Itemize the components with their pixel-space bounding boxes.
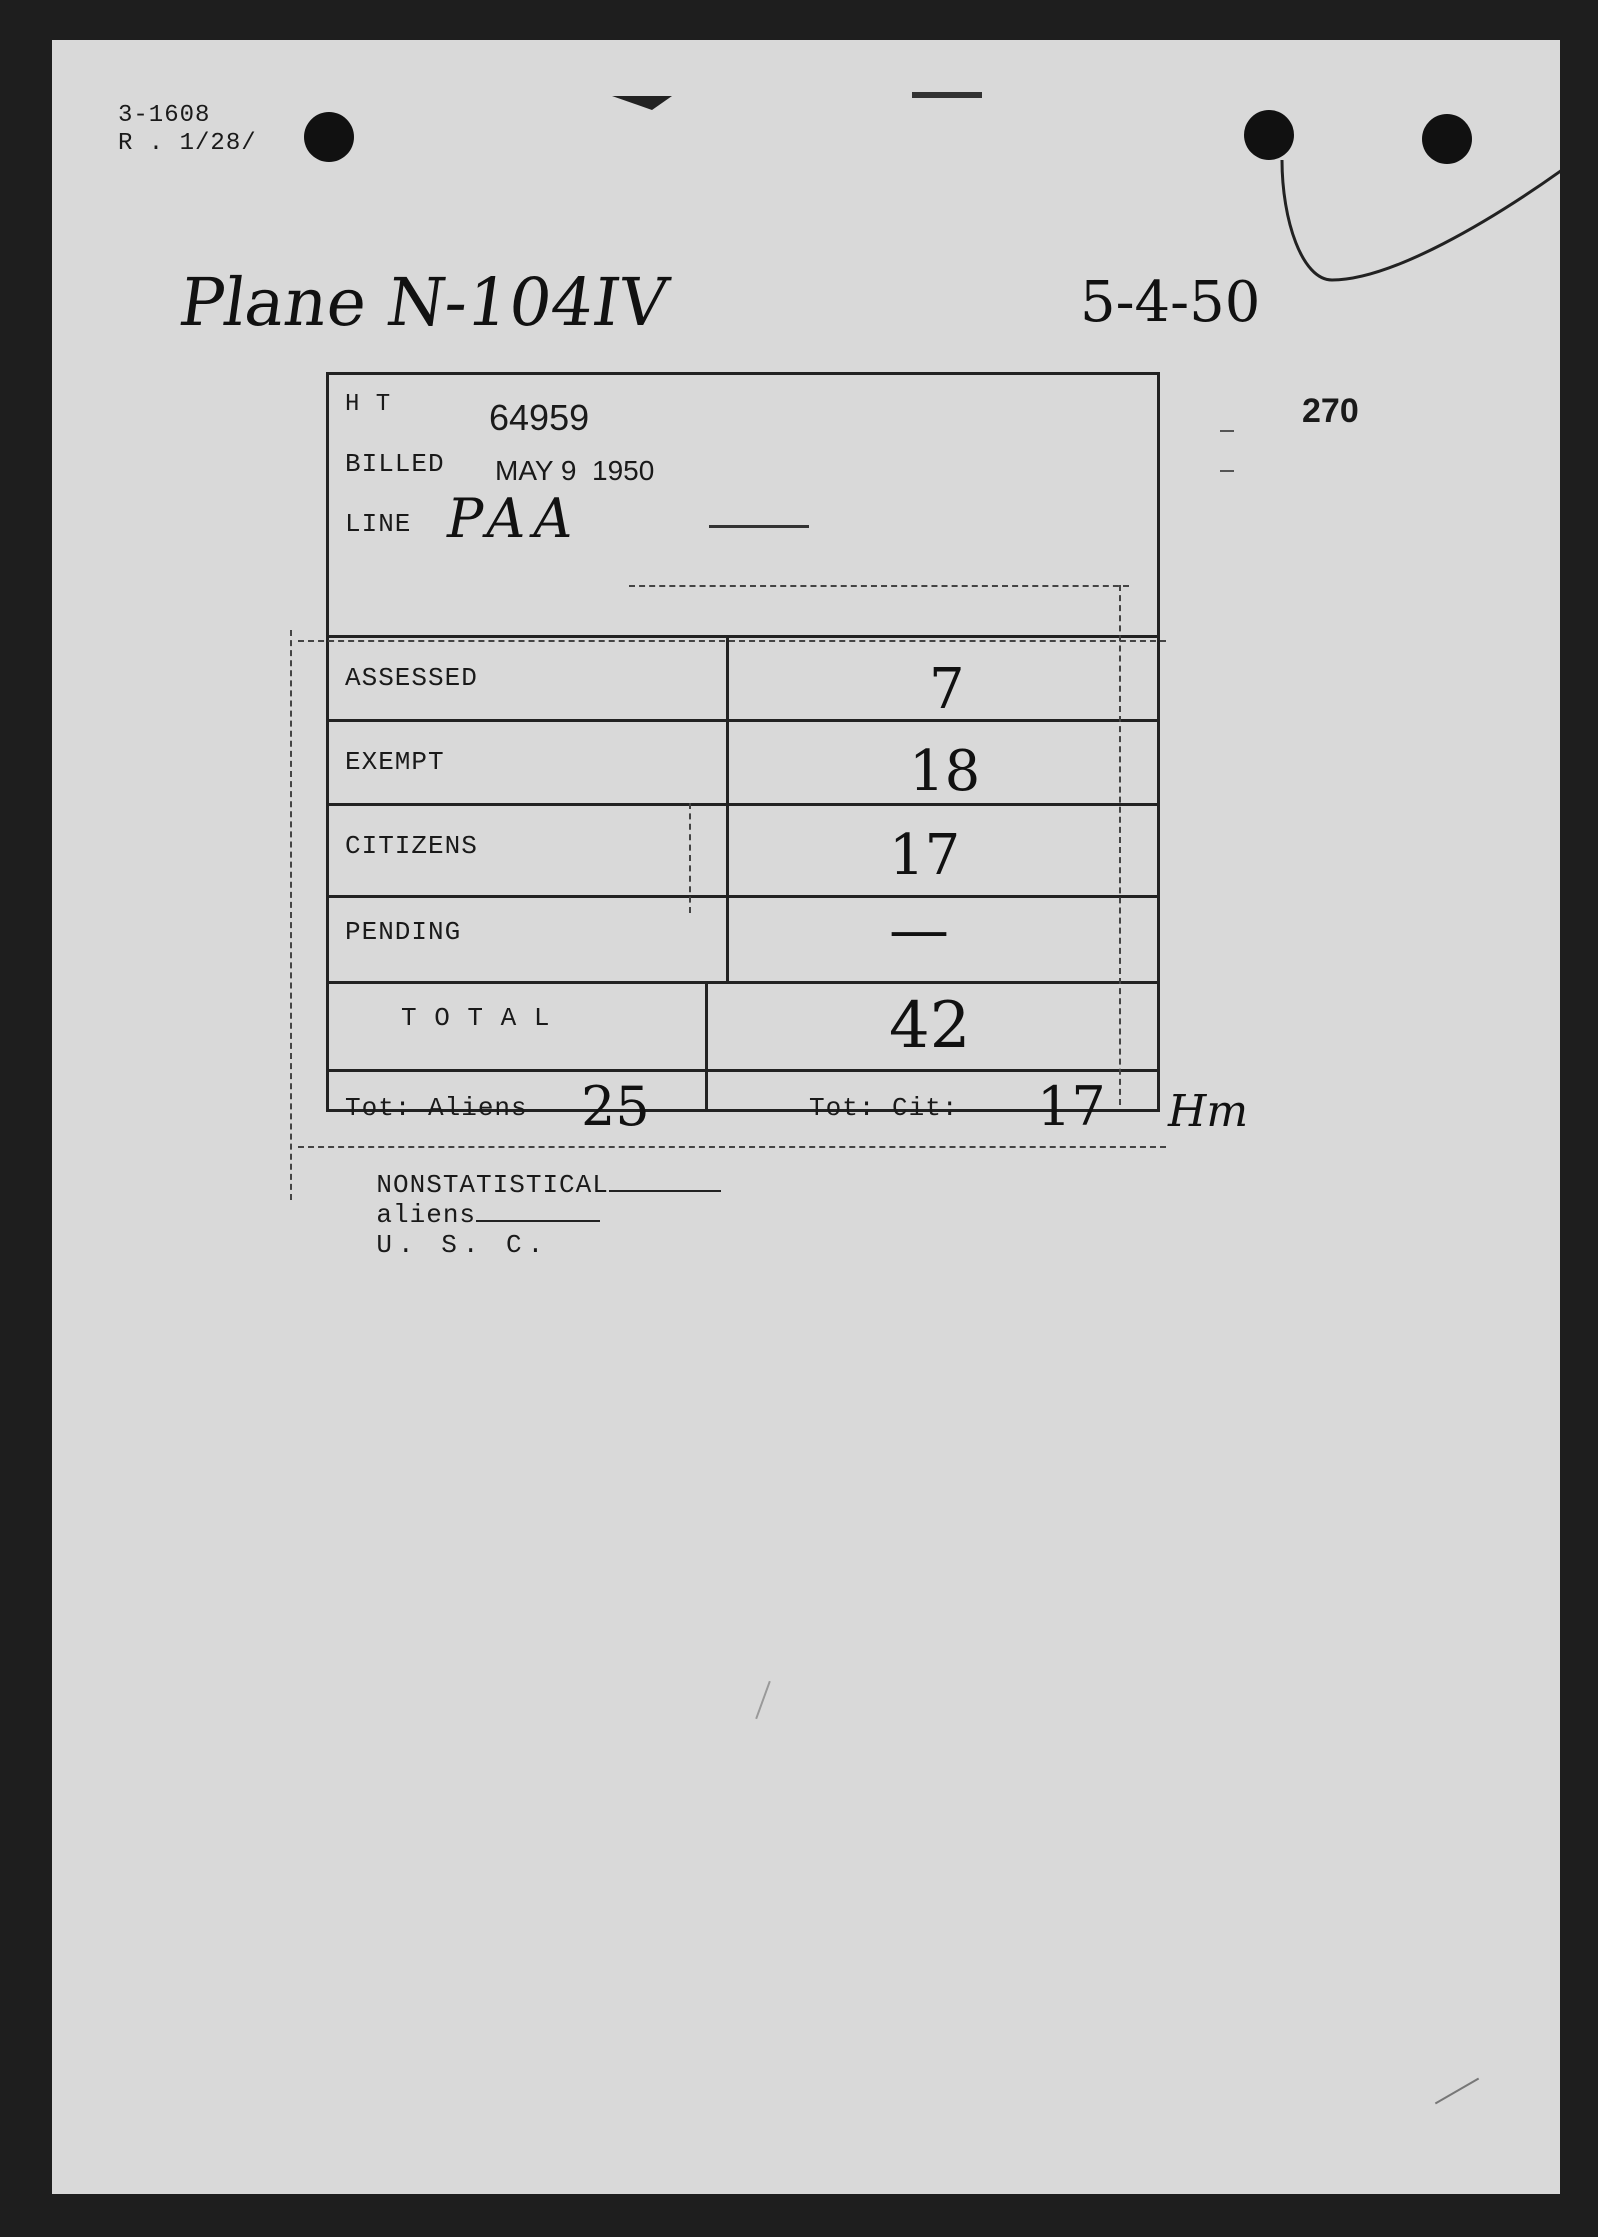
nonstatistical-line <box>310 1140 721 1290</box>
pending-value: — <box>889 895 949 965</box>
row-divider <box>329 895 1157 898</box>
exempt-label: EXEMPT <box>345 747 445 777</box>
column-divider <box>705 981 708 1111</box>
manifest-form <box>326 372 1160 1138</box>
row-divider <box>329 981 1157 984</box>
exempt-value: 18 <box>909 739 981 804</box>
initials: Hm <box>1168 1086 1249 1137</box>
billed-label: BILLED <box>345 449 445 479</box>
frame-dashed <box>290 630 292 1200</box>
row-divider <box>329 1069 1157 1072</box>
assessed-label: ASSESSED <box>345 663 478 693</box>
page-number: 270 <box>1302 392 1359 430</box>
dashed-rule <box>629 585 1129 587</box>
date-handwritten: 5-4-50 <box>1080 270 1261 335</box>
tot-aliens-value: 25 <box>581 1075 650 1138</box>
plane-handwritten: Plane N-104IV <box>174 264 673 341</box>
tot-aliens-label: Tot: Aliens <box>345 1093 528 1123</box>
column-divider <box>726 635 729 981</box>
punch-hole-left <box>304 112 354 162</box>
pencil-mark <box>1272 140 1560 320</box>
aliens-label: aliens <box>376 1200 477 1230</box>
billed-date: MAY 9 1950 <box>495 455 655 486</box>
total-label: T O T A L <box>401 1003 551 1033</box>
column-divider-dashed <box>689 803 691 913</box>
ht-label: H T <box>345 391 392 418</box>
citizens-value: 17 <box>889 823 961 888</box>
tot-cit-label: Tot: Cit: <box>809 1093 959 1123</box>
nonstatistical-label: NONSTATISTICAL <box>376 1170 609 1200</box>
tot-cit-value: 17 <box>1037 1075 1106 1138</box>
line-label: LINE <box>345 509 412 539</box>
blank-line <box>476 1220 600 1222</box>
pencil-stroke <box>755 1681 771 1719</box>
faint-stamp-line <box>709 525 809 528</box>
pending-label: PENDING <box>345 917 462 947</box>
line-value: PAA <box>447 487 581 550</box>
usc-label: U. S. C. <box>376 1230 550 1260</box>
total-value: 42 <box>889 989 971 1063</box>
margin-tick <box>1220 430 1234 432</box>
form-revision: R . 1/28/ <box>118 130 257 157</box>
column-divider-dashed <box>1119 585 1121 1105</box>
row-divider <box>329 803 1157 806</box>
blank-line <box>609 1190 721 1192</box>
row-divider <box>329 719 1157 722</box>
ink-smudge <box>612 80 1052 120</box>
margin-tick <box>1220 470 1234 472</box>
ht-number: 64959 <box>489 397 590 438</box>
form-number: 3-1608 <box>118 102 211 129</box>
document-page <box>52 40 1560 2194</box>
row-divider <box>329 635 1157 638</box>
assessed-value: 7 <box>929 657 965 722</box>
pencil-stroke <box>1435 2078 1479 2105</box>
citizens-label: CITIZENS <box>345 831 478 861</box>
frame-dashed <box>298 640 1166 642</box>
